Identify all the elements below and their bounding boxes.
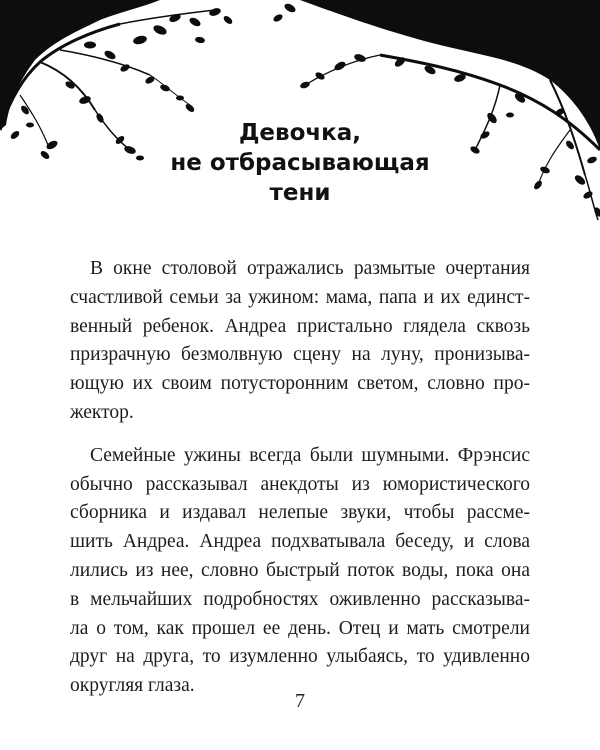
text-line: сборника и издавал нелепые звуки, чтобы рассме- xyxy=(70,502,530,524)
text-line: Семейные ужины всегда были шумными. Фрэнсис xyxy=(90,444,530,466)
page-number: 7 xyxy=(295,690,305,712)
text-line: шить Андреа. Андреа подхватывала беседу, и слова xyxy=(70,531,530,553)
body-text xyxy=(70,255,530,701)
text-line: обычно рассказывал анекдоты из юмористического xyxy=(70,473,530,495)
text-line: призрачную безмолвную сцену на луну, пронизыва- xyxy=(70,344,530,366)
text-line: счастливой семьи за ужином: мама, папа и их единст- xyxy=(70,286,530,308)
chapter-title xyxy=(170,118,430,208)
paragraph xyxy=(70,255,530,428)
text-line: в мельчайших подробностях оживленно рассказыва- xyxy=(70,588,530,610)
text-line: венный ребенок. Андреа пристально глядела сквозь xyxy=(70,315,530,337)
text-line: лились из нее, словно быстрый поток воды, пока она xyxy=(70,559,530,581)
chapter-title-line: не отбрасывающая xyxy=(170,150,430,176)
text-line: ла о том, как прошел ее день. Отец и мать смотрели xyxy=(70,617,530,639)
chapter-title-line: тени xyxy=(269,180,331,206)
text-line: округляя глаза. xyxy=(70,675,195,697)
text-line: ющую их своим потусторонним светом, словно про- xyxy=(70,373,530,395)
paragraph xyxy=(70,442,530,701)
paragraph-gap xyxy=(70,428,530,442)
chapter-title-line: Девочка, xyxy=(238,120,362,146)
text-line: жектор. xyxy=(70,401,134,423)
text-line: В окне столовой отражались размытые очертания xyxy=(90,258,530,279)
text-line: друг на друга, то изумленно улыбаясь, то удивленно xyxy=(70,646,530,668)
